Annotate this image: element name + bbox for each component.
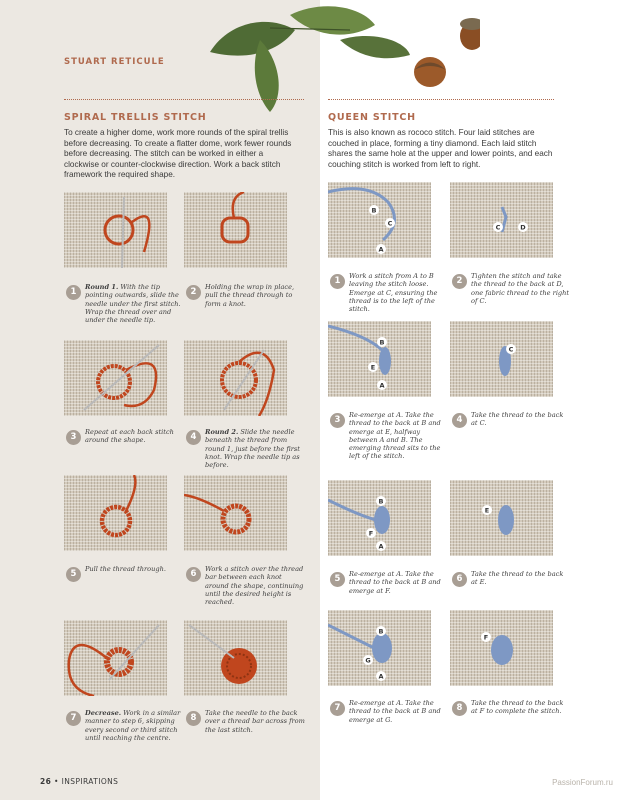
left-divider <box>64 99 304 100</box>
point-label-B: B <box>378 497 384 506</box>
point-label-B: B <box>378 627 384 636</box>
spiral-photo-4 <box>184 340 287 416</box>
step-caption: Tighten the stitch and take the thread to the back at D, one fabric thread to the right of C. <box>471 272 570 305</box>
spiral-photo-3 <box>64 340 167 416</box>
step-number: 8 <box>452 701 467 716</box>
step-caption: Re-emerge at A. Take the thread to the back at B and emerge at F. <box>349 570 441 595</box>
point-label-A: A <box>378 542 384 551</box>
point-label-D: D <box>520 223 526 232</box>
point-label-G: G <box>365 656 371 665</box>
step-caption: Decrease. Work in a similar manner to step 6, skipping every second or third stitch until reaching the centre. <box>85 709 181 742</box>
step-caption: Re-emerge at A. Take the thread to the back at B and emerge at G. <box>349 699 441 724</box>
queen-photo-3 <box>328 321 431 397</box>
queen-photo-8 <box>450 610 553 686</box>
point-label-F: F <box>483 633 489 642</box>
step-caption: Repeat at each back stitch around the shape. <box>85 428 174 445</box>
queen-stitch-intro: This is also known as rococo stitch. Four laid stitches are couched in place, forming a tiny diamond. Each laid stitch shares the same hole at the upper and lower points, and each couching stitch is worked from left to right. <box>328 128 553 169</box>
queen-photo-6 <box>450 480 553 556</box>
queen-photo-1 <box>328 182 431 258</box>
point-label-C: C <box>495 223 501 232</box>
point-label-F: F <box>368 529 374 538</box>
point-label-A: A <box>378 245 384 254</box>
step-number: 5 <box>66 567 81 582</box>
step-caption: Work a stitch from A to B leaving the stitch loose. Emerge at C, ensuring the thread is to the left of the stitch. <box>349 272 438 314</box>
step-number: 2 <box>186 285 201 300</box>
point-label-E: E <box>484 506 490 515</box>
watermark: PassionForum.ru <box>552 778 613 787</box>
step-caption: Holding the wrap in place, pull the thread through to form a knot. <box>205 283 295 308</box>
step-caption: Round 1. With the tip pointing outwards, slide the needle under the first stitch. Wrap the thread over and under the needle tip. <box>85 283 181 325</box>
step-caption: Take the thread to the back at C. <box>471 411 564 428</box>
step-number: 6 <box>186 567 201 582</box>
point-label-E: E <box>370 363 376 372</box>
step-caption: Take the thread to the back at E. <box>471 570 564 587</box>
step-caption: Take the needle to the back over a thread bar across from the last stitch. <box>205 709 305 734</box>
point-label-C: C <box>387 219 393 228</box>
step-number: 7 <box>330 701 345 716</box>
footer-bullet: • <box>54 777 62 786</box>
step-number: 6 <box>452 572 467 587</box>
point-label-A: A <box>379 381 385 390</box>
queen-photo-4 <box>450 321 553 397</box>
page-number: 26 <box>40 777 52 786</box>
point-label-B: B <box>379 338 385 347</box>
point-label-C: C <box>508 345 514 354</box>
queen-photo-7 <box>328 610 431 686</box>
right-divider <box>328 99 554 100</box>
step-number: 1 <box>66 285 81 300</box>
step-number: 1 <box>330 274 345 289</box>
step-caption: Round 2. Slide the needle beneath the thread from round 1, just before the first knot. Wrap the needle tip as before. <box>205 428 300 470</box>
step-number: 5 <box>330 572 345 587</box>
point-label-B: B <box>371 206 377 215</box>
spiral-photo-2 <box>184 192 287 268</box>
step-number: 4 <box>452 413 467 428</box>
page-footer <box>40 777 118 786</box>
step-number: 8 <box>186 711 201 726</box>
step-caption: Re-emerge at A. Take the thread to the back at B and emerge at E, halfway between A and B. The emerging thread sits to the left of the stitch. <box>349 411 441 461</box>
step-caption: Take the thread to the back at F to complete the stitch. <box>471 699 564 716</box>
spiral-photo-7 <box>64 620 167 696</box>
queen-photo-2 <box>450 182 553 258</box>
step-number: 7 <box>66 711 81 726</box>
step-number: 3 <box>66 430 81 445</box>
spiral-trellis-intro: To create a higher dome, work more rounds of the spiral trellis before decreasing. To create a flatter dome, work fewer rounds before decreasing. The stitch can be worked in either a clockwise or counter-clockwise direction. Work a back stitch framework the required shape. <box>64 128 292 180</box>
step-caption: Work a stitch over the thread bar between each knot around the shape, continuing until the desired height is reached. <box>205 565 304 607</box>
spiral-photo-1 <box>64 192 167 268</box>
step-number: 3 <box>330 413 345 428</box>
queen-stitch-title: QUEEN STITCH <box>328 112 416 123</box>
oak-leaves-acorns-illustration <box>200 0 480 115</box>
queen-photo-5 <box>328 480 431 556</box>
step-number: 2 <box>452 274 467 289</box>
footer-section: INSPIRATIONS <box>61 777 119 786</box>
spiral-trellis-title: SPIRAL TRELLIS STITCH <box>64 112 207 123</box>
step-caption: Pull the thread through. <box>85 565 166 573</box>
step-number: 4 <box>186 430 201 445</box>
spiral-photo-5 <box>64 475 167 551</box>
spiral-photo-6 <box>184 475 287 551</box>
spiral-photo-8 <box>184 620 287 696</box>
author-name: STUART RETICULE <box>64 57 165 67</box>
point-label-A: A <box>378 672 384 681</box>
